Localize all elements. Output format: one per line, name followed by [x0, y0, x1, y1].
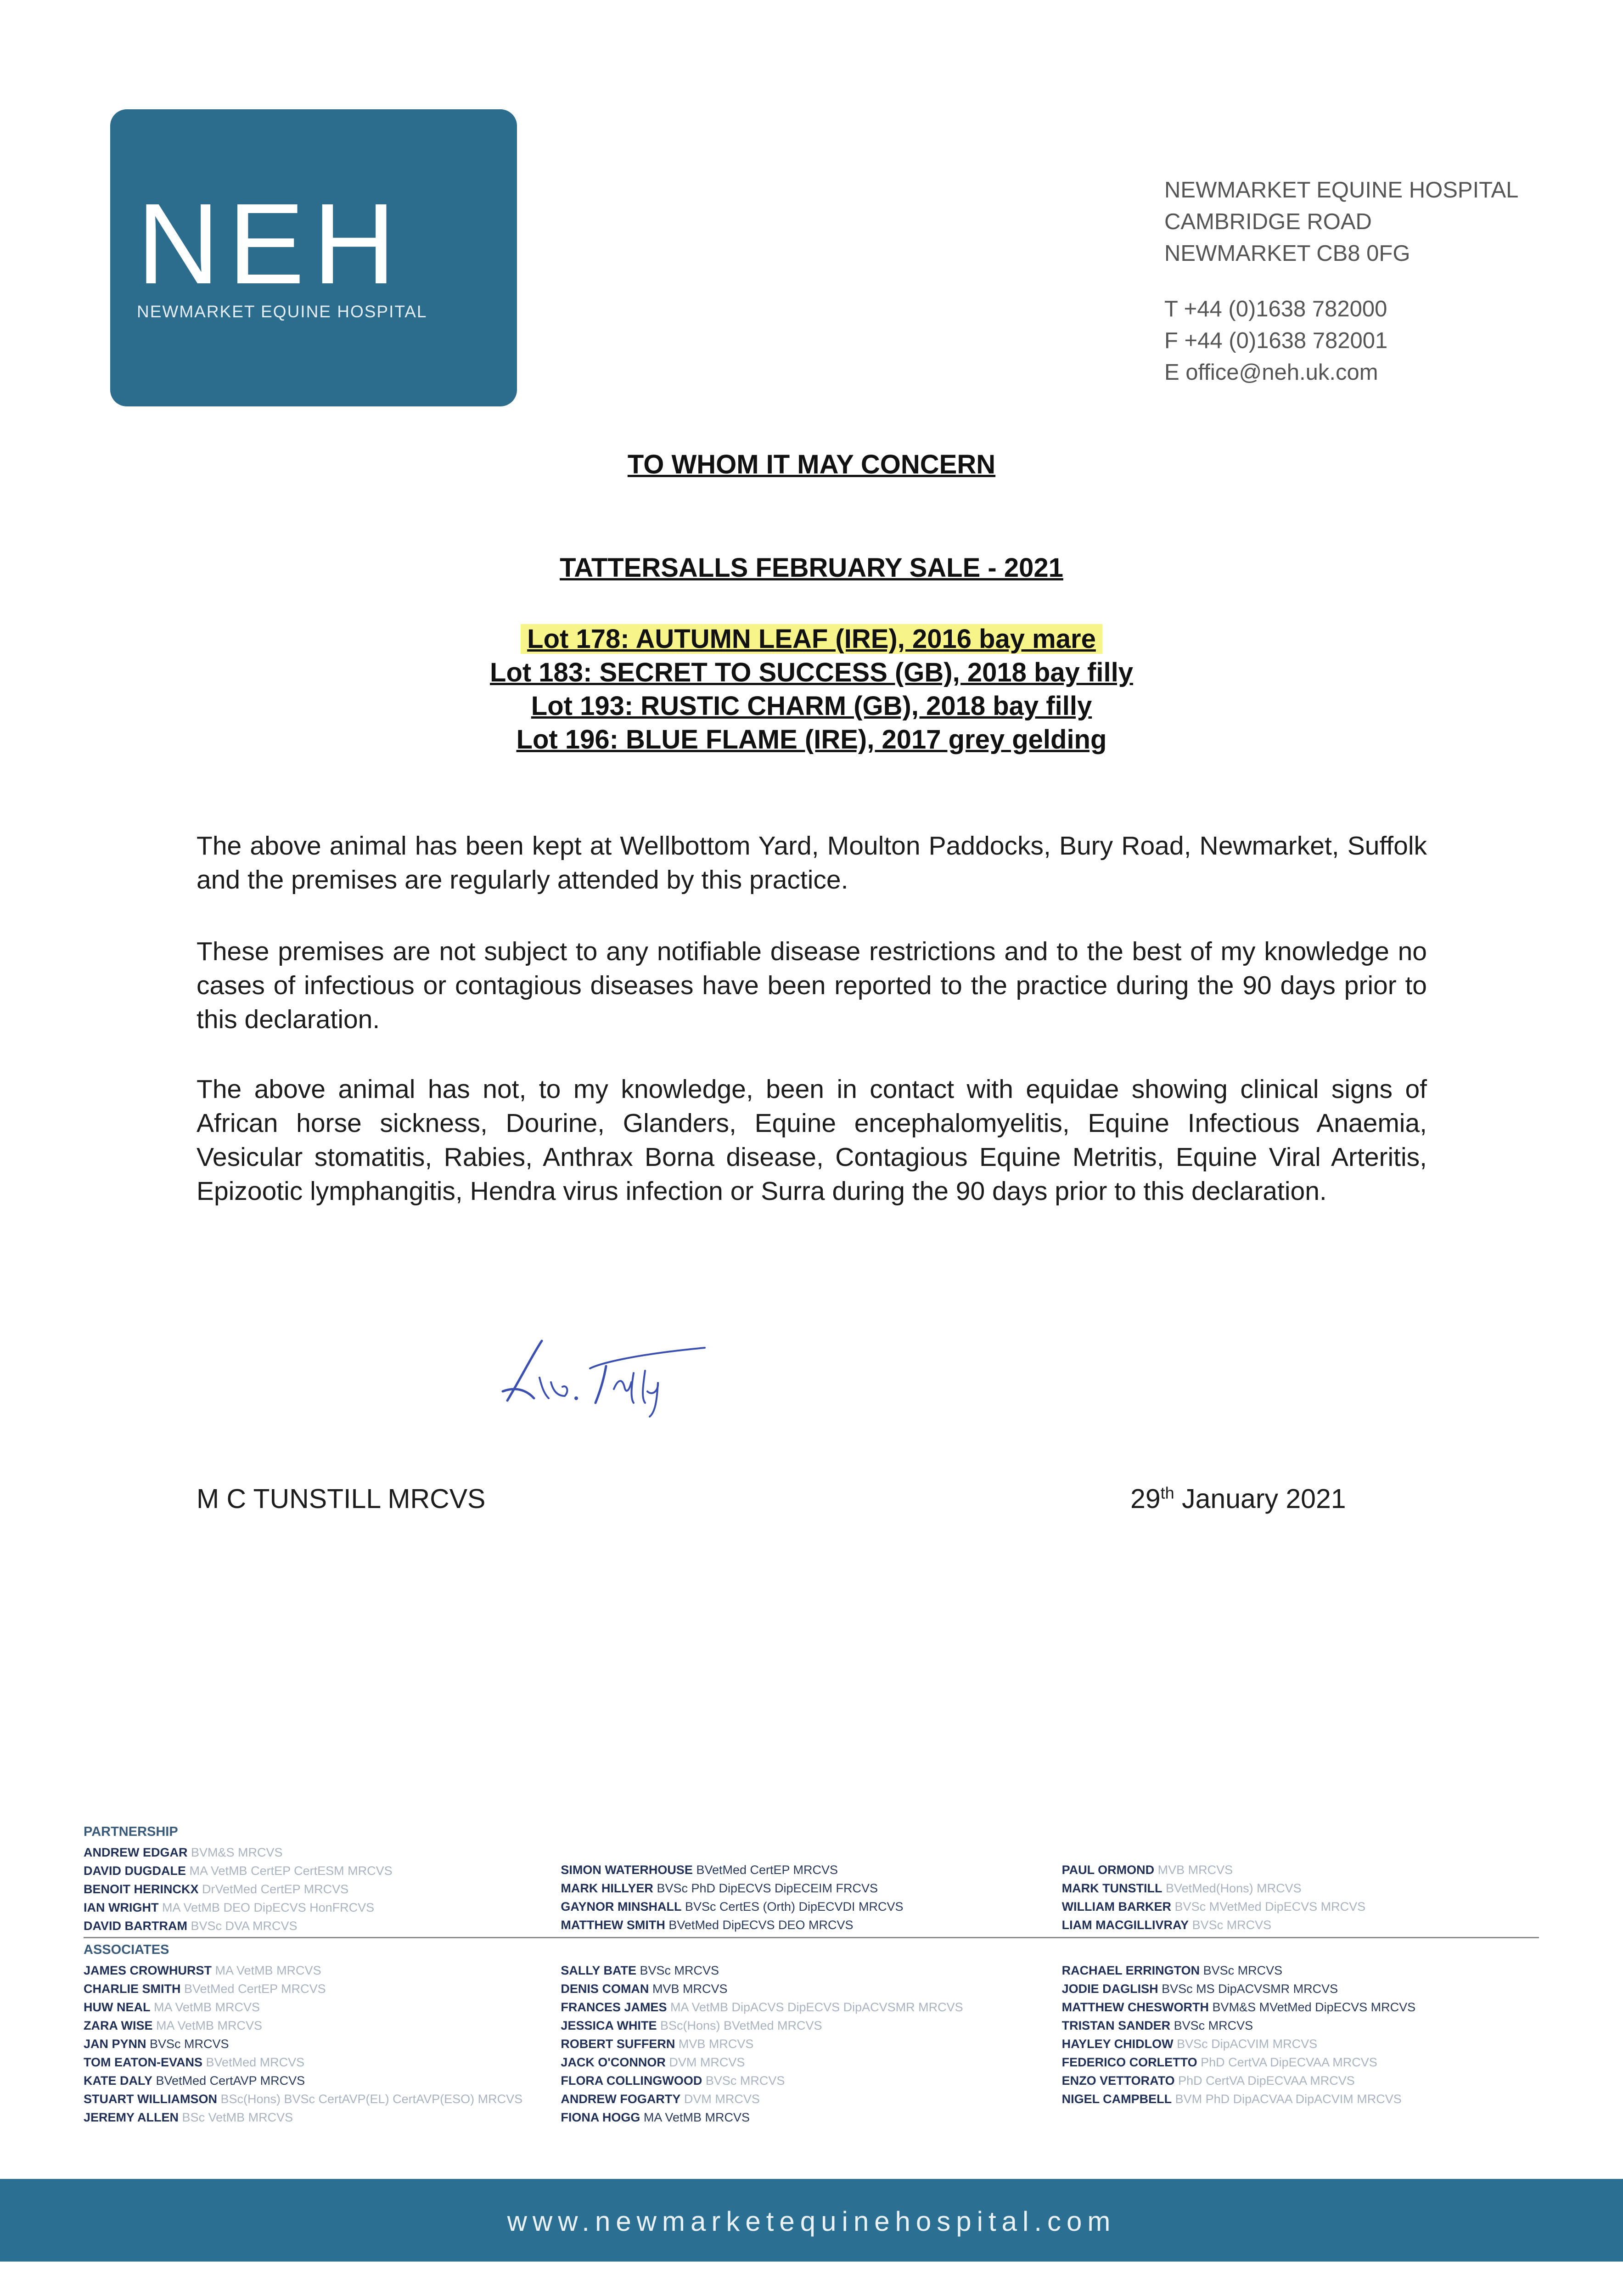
staff-name: JEREMY ALLEN	[84, 2110, 179, 2124]
lot-item: Lot 178: AUTUMN LEAF (IRE), 2016 bay mare	[0, 622, 1623, 656]
address-line-2: CAMBRIDGE ROAD	[1164, 209, 1372, 234]
fax: F +44 (0)1638 782001	[1164, 328, 1388, 353]
staff-name: FLORA COLLINGWOOD	[561, 2074, 702, 2088]
staff-member	[84, 1880, 561, 1898]
letter-heading: TO WHOM IT MAY CONCERN	[627, 450, 996, 479]
staff-qualifications: BVSc MRCVS	[146, 2037, 229, 2051]
staff-member	[1062, 1897, 1539, 1916]
partnership-column	[84, 1843, 561, 1935]
staff-name: HUW NEAL	[84, 2000, 151, 2014]
staff-name: DAVID DUGDALE	[84, 1864, 186, 1878]
staff-member	[1062, 2053, 1539, 2071]
staff-qualifications: MA VetMB MRCVS	[212, 1964, 321, 1977]
staff-qualifications: BVSc MRCVS	[636, 1964, 719, 1977]
staff-member	[561, 1916, 1061, 1934]
staff-name: ROBERT SUFFERN	[561, 2037, 675, 2051]
staff-member	[84, 1898, 561, 1917]
staff-name: SALLY BATE	[561, 1964, 636, 1977]
staff-qualifications: BVetMed CertEP MRCVS	[180, 1982, 326, 1996]
staff-qualifications: BVSc MRCVS	[1200, 1964, 1283, 1977]
staff-qualifications: MA VetMB CertEP CertESM MRCVS	[186, 1864, 393, 1878]
staff-qualifications: BVSc MRCVS	[1170, 2019, 1253, 2032]
staff-member	[84, 1961, 561, 1980]
staff-name: FRANCES JAMES	[561, 2000, 667, 2014]
staff-qualifications: BVSc PhD DipECVS DipECEIM FRCVS	[653, 1881, 878, 1895]
staff-qualifications: BSc(Hons) BVetMed MRCVS	[657, 2019, 822, 2032]
partnership-column	[561, 1843, 1061, 1935]
staff-qualifications: MVB MRCVS	[1154, 1863, 1233, 1877]
associates-column	[84, 1961, 561, 2127]
staff-qualifications: BVSc MS DipACVSMR MRCVS	[1158, 1982, 1338, 1996]
staff-qualifications: MA VetMB MRCVS	[640, 2110, 750, 2124]
staff-qualifications: BSc(Hons) BVSc CertAVP(EL) CertAVP(ESO) MRCVS	[217, 2092, 523, 2106]
staff-name: STUART WILLIAMSON	[84, 2092, 217, 2106]
staff-qualifications: MA VetMB DEO DipECVS HonFRCVS	[158, 1901, 375, 1914]
staff-qualifications: DrVetMed CertEP MRCVS	[198, 1882, 349, 1896]
paragraph-premises: The above animal has been kept at Wellbottom Yard, Moulton Paddocks, Bury Road, Newmarket, Suffolk and the premises are regularly attended by this practice.	[197, 831, 1427, 895]
staff-name: ANDREW EDGAR	[84, 1846, 188, 1859]
partnership-label: PARTNERSHIP	[84, 1824, 178, 1839]
partnership-column	[1062, 1843, 1539, 1935]
staff-qualifications: DVM MRCVS	[665, 2055, 745, 2069]
staff-qualifications: BVSc DipACVIM MRCVS	[1173, 2037, 1318, 2051]
staff-member	[84, 1862, 561, 1880]
staff-name: TRISTAN SANDER	[1061, 2019, 1171, 2032]
letter-date: 29th January 2021	[1130, 1483, 1346, 1514]
staff-qualifications: BVSc MVetMed DipECVS MRCVS	[1171, 1900, 1366, 1913]
lot-list	[0, 622, 1623, 756]
staff-member	[84, 2071, 561, 2090]
signature	[494, 1322, 714, 1419]
staff-name: FIONA HOGG	[561, 2110, 640, 2124]
staff-member	[561, 1897, 1061, 1916]
footer-bar	[0, 2179, 1623, 2262]
staff-qualifications: PhD CertVA DipECVAA MRCVS	[1197, 2055, 1377, 2069]
address-line-1: NEWMARKET EQUINE HOSPITAL	[1164, 178, 1519, 203]
staff-name: DENIS COMAN	[561, 1982, 649, 1996]
staff-member	[561, 2108, 1061, 2127]
lot-item: Lot 193: RUSTIC CHARM (GB), 2018 bay filly	[531, 691, 1092, 721]
sale-title: TATTERSALLS FEBRUARY SALE - 2021	[560, 553, 1063, 583]
staff-member	[1062, 2090, 1539, 2108]
staff-qualifications: DVM MRCVS	[680, 2092, 760, 2106]
staff-name: JAN PYNN	[84, 2037, 146, 2051]
staff-name: LIAM MACGILLIVRAY	[1061, 1918, 1189, 1932]
staff-name: WILLIAM BARKER	[1061, 1900, 1172, 1913]
staff-name: ANDREW FOGARTY	[561, 2092, 681, 2106]
email: E office@neh.uk.com	[1164, 360, 1378, 385]
staff-member	[561, 1861, 1061, 1879]
staff-name: KATE DALY	[84, 2074, 153, 2088]
staff-qualifications: BSc VetMB MRCVS	[179, 2110, 293, 2124]
paragraph-restrictions: These premises are not subject to any notifiable disease restrictions and to the best of my knowledge no cases of infectious or contagious diseases have been reported to the practice during the 90 days prior to this declaration.	[197, 937, 1427, 1034]
partnership-columns	[84, 1843, 1539, 1935]
staff-member	[84, 2035, 561, 2053]
staff-qualifications: MVB MRCVS	[649, 1982, 728, 1996]
staff-name: TOM EATON-EVANS	[84, 2055, 203, 2069]
lot-item: Lot 196: BLUE FLAME (IRE), 2017 grey gelding	[516, 725, 1107, 754]
staff-qualifications: BVSc CertES (Orth) DipECVDI MRCVS	[681, 1900, 904, 1913]
staff-qualifications: BVSc MRCVS	[702, 2074, 785, 2088]
staff-member	[84, 1917, 561, 1935]
staff-member	[1062, 1961, 1539, 1980]
staff-divider	[84, 1937, 1539, 1938]
staff-member	[84, 2016, 561, 2035]
staff-name: CHARLIE SMITH	[84, 1982, 181, 1996]
staff-member	[561, 1879, 1061, 1897]
staff-name: GAYNOR MINSHALL	[561, 1900, 682, 1913]
signer-name: M C TUNSTILL MRCVS	[197, 1484, 486, 1514]
staff-qualifications: MVB MRCVS	[675, 2037, 754, 2051]
staff-member	[561, 2016, 1061, 2035]
staff-name: JACK O'CONNOR	[561, 2055, 666, 2069]
staff-member	[1062, 2035, 1539, 2053]
staff-member	[561, 2090, 1061, 2108]
staff-qualifications: BVetMed DipECVS DEO MRCVS	[665, 1918, 854, 1932]
staff-member	[561, 1998, 1061, 2016]
associates-column	[561, 1961, 1061, 2127]
staff-member	[84, 2090, 561, 2108]
staff-name: RACHAEL ERRINGTON	[1061, 1964, 1200, 1977]
staff-member	[561, 1961, 1061, 1980]
staff-member	[561, 2035, 1061, 2053]
logo-mark: NEH	[137, 180, 404, 308]
staff-member	[561, 2071, 1061, 2090]
lot-item: Lot 183: SECRET TO SUCCESS (GB), 2018 bay filly	[490, 658, 1133, 687]
staff-name: SIMON WATERHOUSE	[561, 1863, 693, 1877]
staff-list	[84, 1823, 1539, 2127]
staff-qualifications: MA VetMB DipACVS DipECVS DipACVSMR MRCVS	[667, 2000, 963, 2014]
staff-name: JESSICA WHITE	[561, 2019, 657, 2032]
staff-qualifications: BVM PhD DipACVAA DipACVIM MRCVS	[1172, 2092, 1402, 2106]
staff-name: JODIE DAGLISH	[1061, 1982, 1158, 1996]
associates-column	[1062, 1961, 1539, 2127]
staff-member	[84, 2053, 561, 2071]
staff-name: MARK HILLYER	[561, 1881, 653, 1895]
staff-member	[1062, 1998, 1539, 2016]
staff-member	[561, 1980, 1061, 1998]
staff-qualifications: BVM&S MRCVS	[187, 1846, 283, 1859]
staff-name: FEDERICO CORLETTO	[1061, 2055, 1197, 2069]
paragraph-contact: The above animal has not, to my knowledge, been in contact with equidae showing clinical signs of African horse sickness, Dourine, Glanders, Equine encephalomyelitis, Equine Infectious Anaemia, Vesicular stomatitis, Rabies, Anthrax Borna disease, Contagious Equine Metritis, Equine Viral Arteritis, Epizootic lymphangitis, Hendra virus infection or Surra during the 90 days prior to this declaration.	[197, 1075, 1427, 1206]
address-block	[1164, 174, 1518, 388]
staff-qualifications: BVetMed MRCVS	[202, 2055, 305, 2069]
staff-name: DAVID BARTRAM	[84, 1919, 187, 1933]
staff-member	[84, 1980, 561, 1998]
associates-label: ASSOCIATES	[84, 1942, 169, 1957]
staff-name: JAMES CROWHURST	[84, 1964, 212, 1977]
staff-member	[84, 1843, 561, 1862]
staff-name: NIGEL CAMPBELL	[1061, 2092, 1172, 2106]
phone: T +44 (0)1638 782000	[1164, 297, 1387, 321]
staff-name: MATTHEW CHESWORTH	[1061, 2000, 1209, 2014]
staff-qualifications: MA VetMB MRCVS	[150, 2000, 260, 2014]
neh-logo	[110, 109, 517, 406]
staff-member	[84, 1998, 561, 2016]
address-line-3: NEWMARKET CB8 0FG	[1164, 241, 1410, 266]
staff-name: PAUL ORMOND	[1061, 1863, 1155, 1877]
staff-qualifications: BVM&S MVetMed DipECVS MRCVS	[1209, 2000, 1416, 2014]
staff-name: MARK TUNSTILL	[1061, 1881, 1162, 1895]
logo-subtitle: NEWMARKET EQUINE HOSPITAL	[137, 302, 427, 321]
staff-qualifications: MA VetMB MRCVS	[152, 2019, 263, 2032]
staff-member	[1062, 1980, 1539, 1998]
staff-member	[84, 2108, 561, 2127]
staff-name: BENOIT HERINCKX	[84, 1882, 199, 1896]
staff-qualifications: BVSc MRCVS	[1189, 1918, 1272, 1932]
staff-name: ZARA WISE	[84, 2019, 153, 2032]
website-link[interactable]: www.newmarketequinehospital.com	[507, 2206, 1116, 2237]
staff-member	[1062, 2016, 1539, 2035]
staff-qualifications: BVetMed CertAVP MRCVS	[152, 2074, 305, 2088]
staff-name: MATTHEW SMITH	[561, 1918, 665, 1932]
staff-qualifications: BVetMed(Hons) MRCVS	[1162, 1881, 1302, 1895]
staff-member	[1062, 1861, 1539, 1879]
staff-name: HAYLEY CHIDLOW	[1061, 2037, 1174, 2051]
staff-member	[1062, 1879, 1539, 1897]
associates-columns	[84, 1961, 1539, 2127]
staff-member	[1062, 1916, 1539, 1934]
staff-member	[561, 2053, 1061, 2071]
staff-qualifications: PhD CertVA DipECVAA MRCVS	[1174, 2074, 1355, 2088]
staff-member	[1062, 2071, 1539, 2090]
staff-name: IAN WRIGHT	[84, 1901, 159, 1914]
staff-qualifications: BVSc DVA MRCVS	[187, 1919, 298, 1933]
staff-qualifications: BVetMed CertEP MRCVS	[692, 1863, 838, 1877]
staff-name: ENZO VETTORATO	[1061, 2074, 1175, 2088]
